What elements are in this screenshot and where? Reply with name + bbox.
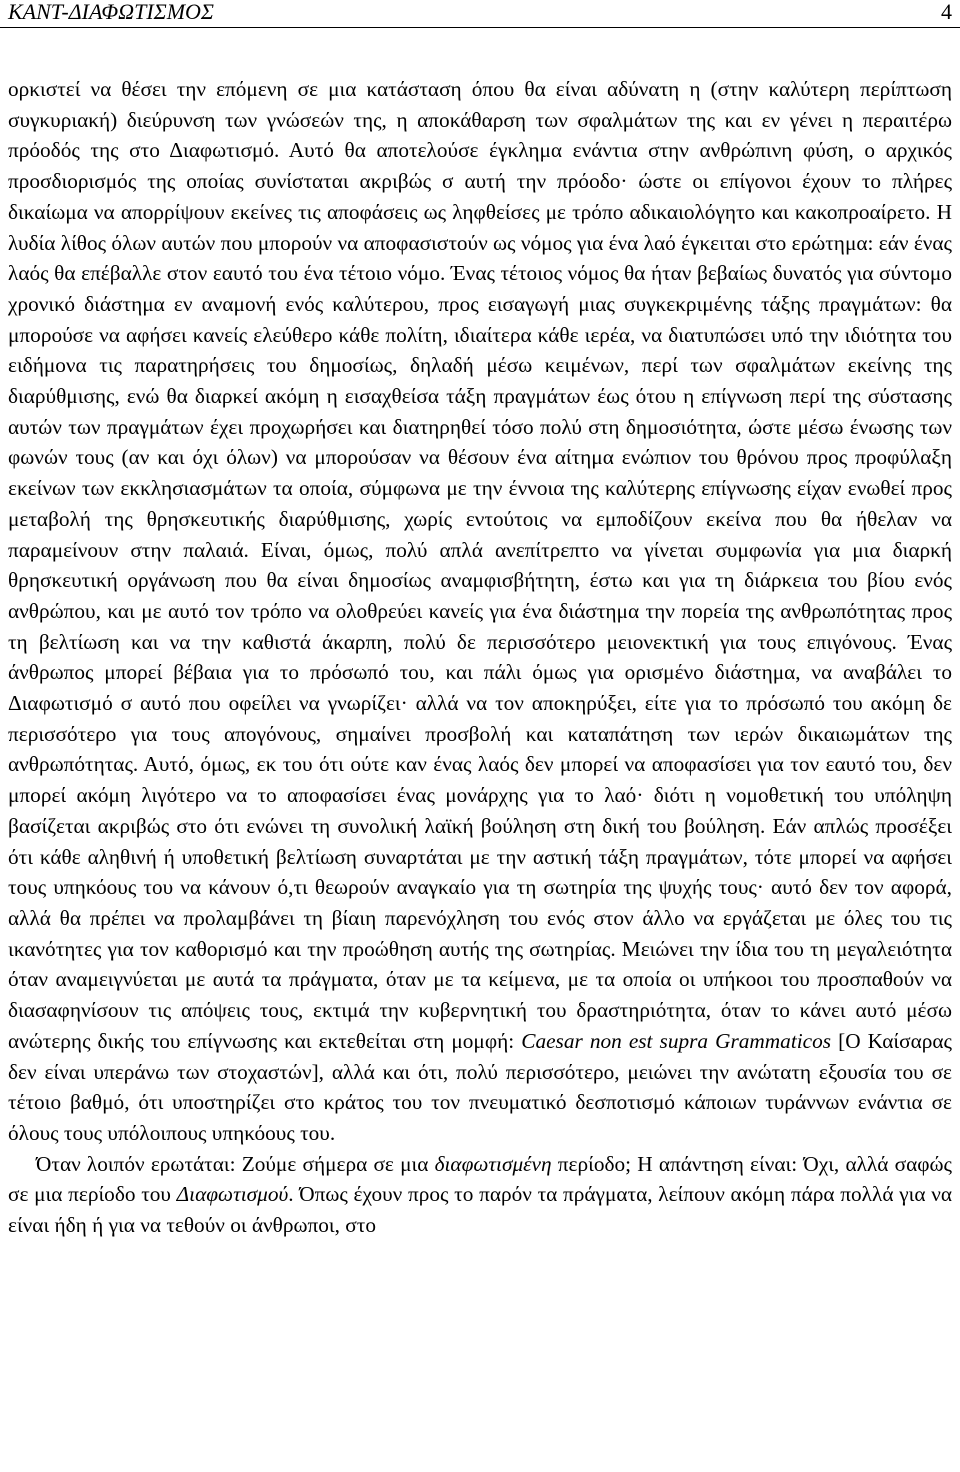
- running-title: ΚΑΝΤ-ΔΙΑΦΩΤΙΣΜΟΣ: [8, 0, 215, 24]
- page-header: [0, 0, 960, 28]
- paragraph-2: [8, 1149, 952, 1241]
- paragraph-2-text-b: περίοδο; Η απάντηση είναι: Όχι, αλλά σαφώς σε μια περίοδο του: [8, 1151, 952, 1207]
- page-number: 4: [941, 0, 952, 24]
- paragraph-1-text-b: [Ο Καίσαρας δεν είναι υπεράνω των στοχαστών], αλλά και ότι, πολύ περισσότερο, μειώνει την ανώτατη εξουσία του σε τέτοιο βαθμό, ότι υποστηρίζει στο κράτος του τον πνευματικό δεσποτισμό κάποιων τυράννων ενάντια σε όλους τους υπόλοιπους υπηκόους του.: [8, 1028, 952, 1145]
- paragraph-2-text-a: Όταν λοιπόν ερωτάται: Ζούμε σήμερα σε μια: [36, 1151, 435, 1176]
- paragraph-1: [8, 74, 952, 1149]
- paragraph-1-text-a: ορκιστεί να θέσει την επόμενη σε μια κατάσταση όπου θα είναι αδύνατη η (στην καλύτερη περίπτωση συγκυριακή) διεύρυνση των γνώσεών της, η αποκάθαρση των σφαλμάτων της και εν γένει η περαιτέρω πρόοδός της στο Διαφωτισμό. Αυτό θα αποτελούσε έγκλημα ενάντια στην ανθρώπινη φύση, ο αρχικός προσδιορισμός της οποίας συνίσταται ακριβώς σ αυτή την πρόοδο· ώστε οι επίγονοι έχουν το πλήρες δικαίωμα να απορρίψουν εκείνες τις αποφάσεις ως ληφθείσες με τρόπο αδικαιολόγητο και κακοπροαίρετο. Η λυδία λίθος όλων αυτών που μπορούν να αποφασιστούν ως νόμος για ένα λαό έγκειται στο ερώτημα: εάν ένας λαός θα επέβαλλε στον εαυτό του ένα τέτοιο νόμο. Ένας τέτοιος νόμος θα ήταν βεβαίως δυνατός για σύντομο χρονικό διάστημα εν αναμονή ενός καλύτερου, προς εισαγωγή μιας συγκεκριμένης τάξης πραγμάτων: θα μπορούσε να αφήσει κανείς ελεύθερο κάθε πολίτη, ιδιαίτερα κάθε ιερέα, να διατυπώσει υπό την ιδιότητα του ειδήμονα τις παρατηρήσεις του δημοσίως, δηλαδή μέσω κειμένων, περί των σφαλμάτων εκείνης της διαρύθμισης, ενώ θα διαρκεί ακόμη η εισαχθείσα τάξη πραγμάτων έως ότου η επίγνωση περί της σύστασης αυτών των πραγμάτων έχει προχωρήσει και διατηρηθεί τόσο πολύ στη δημοσιότητα, ώστε μέσω ένωσης των φωνών τους (αν και όχι όλων) να μπορούσαν να θέσουν ένα αίτημα ενώπιον του θρόνου προς προφύλαξη εκείνων των εκκλησιασμάτων τα οποία, σύμφωνα με την έννοια της καλύτερης επίγνωσης είχαν ενωθεί προς μεταβολή της θρησκευτικής διαρύθμισης, χωρίς εντούτοις να εμποδίζουν εκείνα που θα ήθελαν να παραμείνουν στην παλαιά. Είναι, όμως, πολύ απλά ανεπίτρεπτο να γίνεται συμφωνία για μια διαρκή θρησκευτική οργάνωση που θα είναι δημοσίως αναμφισβήτητη, έστω και για τη διάρκεια του βίου ενός ανθρώπου, και με αυτό τον τρόπο να ολοθρεύει κανείς για ένα διάστημα την πορεία της ανθρωπότητας προς τη βελτίωση και να την καθιστά άκαρπη, πολύ δε περισσότερο μειονεκτική για τους επιγόνους. Ένας άνθρωπος μπορεί βέβαια για το πρόσωπό του, και πάλι όμως για ορισμένο διάστημα, να αναβάλει το Διαφωτισμό σ αυτό που οφείλει να γνωρίζει· αλλά να τον αποκηρύξει, είτε για το πρόσωπό του ακόμη δε περισσότερο για τους απογόνους, σημαίνει προσβολή και καταπάτηση των ιερών δικαιωμάτων της ανθρωπότητας. Αυτό, όμως, εκ του ότι ούτε καν ένας λαός δεν μπορεί να αποφασίσει για τον εαυτό του, δεν μπορεί ακόμη λιγότερο να το αποφασίσει ένας μονάρχης για το λαό· διότι η νομοθετική του υπόληψη βασίζεται ακριβώς στο ότι ενώνει τη συνολική λαϊκή βούληση στη δική του βούληση. Εάν απλώς προσέξει ότι κάθε αληθινή ή υποθετική βελτίωση συναρτάται με την αστική τάξη πραγμάτων, τότε μπορεί να αφήσει τους υπηκόους του να κάνουν ό,τι θεωρούν αναγκαίο για τη σωτηρία της ψυχής τους· αυτό δεν τον αφορά, αλλά θα πρέπει να προλαμβάνει τη βίαιη παρενόχληση του ενός στον άλλο να εργάζεται με όλες του τις ικανότητες για τον καθορισμό και την προώθηση αυτής της σωτηρίας. Μειώνει την ίδια του τη μεγαλειότητα όταν αναμειγνύεται με αυτά τα πράγματα, όταν με τα κείμενα, με τα οποία οι υπήκοοι του προσπαθούν να διασαφηνίσουν τις απόψεις τους, εκτιμά την κυβερνητική του δραστηριότητα, όταν το κάνει αυτό μέσω ανώτερης δικής του επίγνωσης και εκτεθείται στη μομφή:: [8, 77, 952, 1053]
- italic-enlightenment: Διαφωτισμού: [176, 1182, 289, 1207]
- paragraph-2-text-c: . Όπως έχουν προς το παρόν τα πράγματα, λείπουν ακόμη πάρα πολλά για να είναι ήδη ή για να τεθούν οι άνθρωποι, στο: [8, 1182, 952, 1238]
- body-text: [8, 74, 952, 1241]
- latin-phrase: Caesar non est supra Grammaticos: [521, 1028, 832, 1053]
- italic-enlightened: διαφωτισμένη: [434, 1151, 552, 1176]
